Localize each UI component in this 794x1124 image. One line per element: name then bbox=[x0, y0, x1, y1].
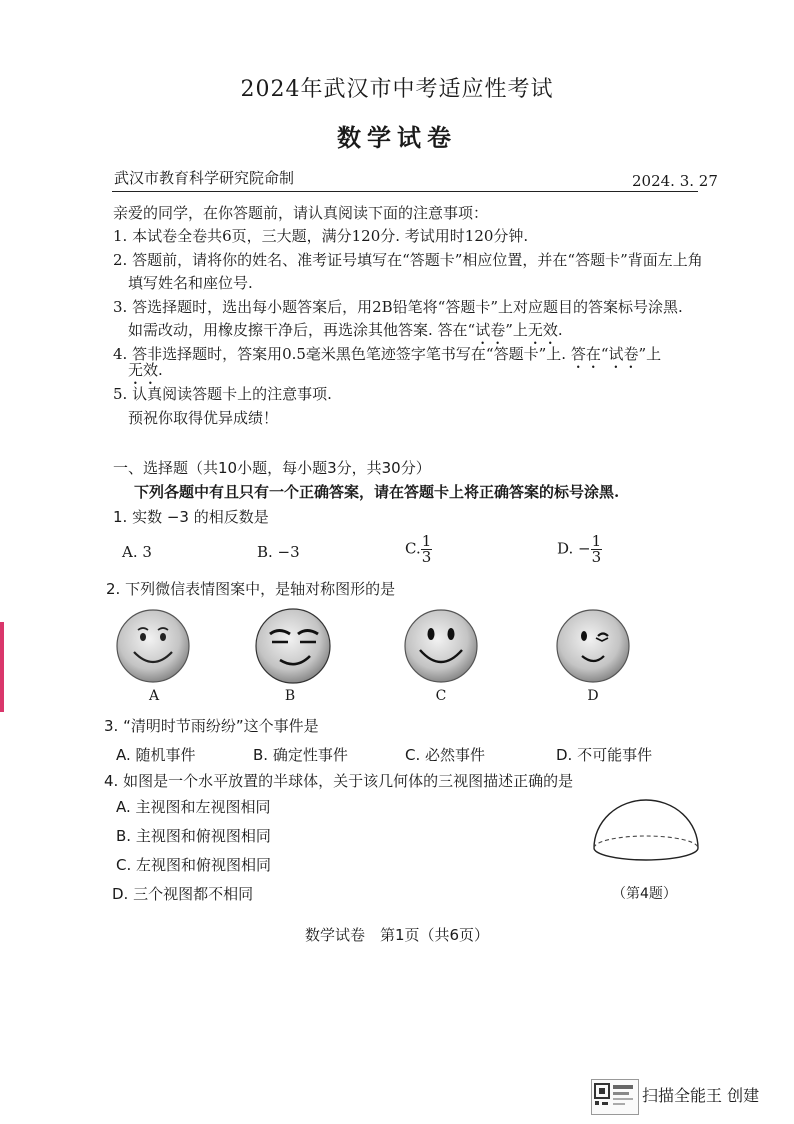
q1-option-b: B. −3 bbox=[257, 543, 300, 561]
q3-stem: 3. “清明时节雨纷纷”这个事件是 bbox=[104, 717, 319, 735]
q4-figure-caption: （第4题） bbox=[612, 886, 677, 902]
notice-item-2-cont: 填写姓名和座位号. bbox=[128, 274, 253, 292]
q2-label-a: A bbox=[148, 688, 160, 704]
notice-item-4: 4. 答非选择题时，答案用0.5毫米黑色笔迹签字笔书写在“答题卡”上. 答在“试卷”上 bbox=[113, 345, 662, 363]
section-instruction: 下列各题中有且只有一个正确答案，请在答题卡上将正确答案的标号涂黑. bbox=[134, 483, 620, 501]
scanner-watermark: 扫描全能王 创建 bbox=[642, 1086, 760, 1105]
q3-option-d: D. 不可能事件 bbox=[556, 746, 653, 764]
q3-option-b: B. 确定性事件 bbox=[253, 746, 348, 764]
q3-option-a: A. 随机事件 bbox=[116, 746, 196, 764]
q1-option-c: C. $\frac{1}{3}$ bbox=[405, 532, 432, 566]
q1-option-d: D. − $\frac{1}{3}$ bbox=[557, 532, 602, 566]
notice-item-4-cont: 无效. bbox=[128, 361, 163, 379]
q3-option-c: C. 必然事件 bbox=[405, 746, 486, 764]
emoji-b-icon bbox=[256, 609, 330, 683]
q1-option-a: A. 3 bbox=[122, 543, 152, 561]
q2-emoji-figures bbox=[116, 604, 676, 688]
notice-intro: 亲爱的同学，在你答题前，请认真阅读下面的注意事项： bbox=[113, 204, 489, 222]
q1-stem: 1. 实数 −3 的相反数是 bbox=[113, 508, 269, 526]
exam-date: 2024. 3. 27 bbox=[632, 172, 718, 190]
exam-subtitle: 数学试卷 bbox=[337, 123, 457, 152]
notice-item-3: 3. 答选择题时，选出每小题答案后，用2B铅笔将“答题卡”上对应题目的答案标号涂黑. bbox=[113, 298, 683, 316]
header-rule bbox=[112, 191, 698, 192]
q4-option-d: D. 三个视图都不相同 bbox=[112, 885, 254, 903]
q2-label-d: D bbox=[587, 688, 599, 704]
exam-title: 2024年武汉市中考适应性考试 bbox=[240, 77, 554, 102]
q2-label-b: B bbox=[284, 688, 296, 704]
issuer: 武汉市教育科学研究院命制 bbox=[114, 169, 295, 187]
page-number: 数学试卷 第1页（共6页） bbox=[304, 926, 490, 944]
emoji-c-icon bbox=[405, 610, 477, 682]
section-heading: 一、选择题（共10小题，每小题3分，共30分） bbox=[113, 459, 431, 477]
q4-option-b: B. 主视图和俯视图相同 bbox=[116, 827, 271, 845]
q1-d-fraction: $\frac{1}{3}$ bbox=[591, 532, 602, 566]
q2-label-c: C bbox=[435, 688, 447, 704]
q4-stem: 4. 如图是一个水平放置的半球体，关于该几何体的三视图描述正确的是 bbox=[104, 772, 574, 790]
notice-item-3-cont: 如需改动，用橡皮擦干净后，再选涂其他答案. 答在“试卷”上无效. bbox=[128, 321, 563, 339]
emoji-d-icon bbox=[557, 610, 629, 682]
notice-wish: 预祝你取得优异成绩！ bbox=[128, 409, 279, 427]
q2-stem: 2. 下列微信表情图案中，是轴对称图形的是 bbox=[106, 580, 396, 598]
notice-item-5: 5. 认真阅读答题卡上的注意事项. bbox=[113, 385, 332, 403]
notice-item-1: 1. 本试卷全卷共6页，三大题，满分120分. 考试用时120分钟. bbox=[113, 227, 529, 245]
scanner-logo-icon bbox=[591, 1079, 639, 1115]
edge-color-mark bbox=[0, 622, 4, 712]
q4-option-c: C. 左视图和俯视图相同 bbox=[116, 856, 272, 874]
notice-item-2: 2. 答题前，请将你的姓名、准考证号填写在“答题卡”相应位置，并在“答题卡”背面左上角 bbox=[113, 251, 703, 269]
q4-option-a: A. 主视图和左视图相同 bbox=[116, 798, 271, 816]
q4-hemisphere-figure bbox=[588, 798, 704, 868]
q1-c-fraction: $\frac{1}{3}$ bbox=[421, 532, 432, 566]
emoji-a-icon bbox=[117, 610, 189, 682]
